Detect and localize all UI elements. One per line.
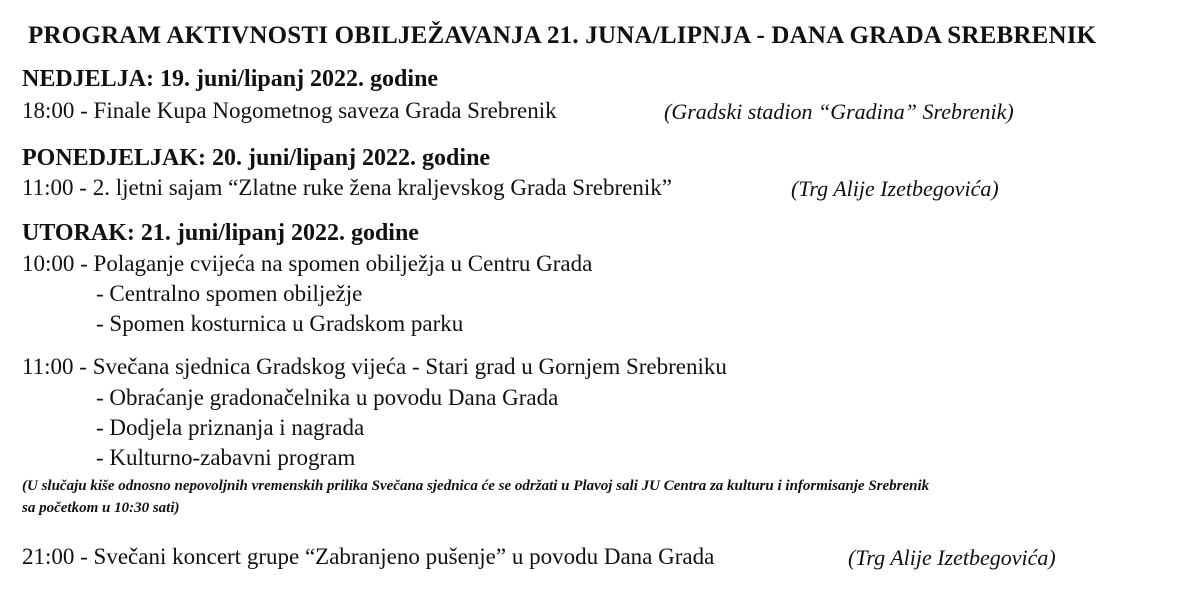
weather-note-line-1: (U slučaju kiše odnosno nepovoljnih vremenskih prilika Svečana sjednica će se održati u Plavoj sali JU Centra za kulturu i informisanje Srebrenik [22, 478, 930, 494]
weather-note-line-2: sa početkom u 10:30 sati) [22, 500, 180, 516]
day-heading-sunday: NEDJELJA: 19. juni/lipanj 2022. godine [22, 66, 439, 92]
document-title: PROGRAM AKTIVNOSTI OBILJEŽAVANJA 21. JUNA/LIPNJA - DANA GRADA SREBRENIK [28, 22, 1097, 49]
event-tuesday-1000: 10:00 - Polaganje cvijeća na spomen obilježja u Centru Grada [22, 251, 593, 276]
event-location: (Trg Alije Izetbegovića) [791, 176, 999, 201]
sub-item: - Obraćanje gradonačelnika u povodu Dana Grada [96, 385, 559, 410]
day-heading-monday: PONEDJELJAK: 20. juni/lipanj 2022. godine [22, 145, 491, 171]
sub-item: - Kulturno-zabavni program [96, 445, 356, 470]
event-tuesday-2100: 21:00 - Svečani koncert grupe “Zabranjeno pušenje” u povodu Dana Grada [22, 544, 715, 569]
event-monday-1100: 11:00 - 2. ljetni sajam “Zlatne ruke žena kraljevskog Grada Srebrenik” [22, 175, 672, 200]
event-tuesday-1100: 11:00 - Svečana sjednica Gradskog vijeća - Stari grad u Gornjem Srebreniku [22, 354, 727, 379]
sub-item: - Spomen kosturnica u Gradskom parku [96, 311, 464, 336]
event-sunday-1800: 18:00 - Finale Kupa Nogometnog saveza Grada Srebrenik [22, 98, 557, 123]
event-location: (Trg Alije Izetbegovića) [848, 545, 1056, 570]
sub-item: - Dodjela priznanja i nagrada [96, 415, 365, 440]
day-heading-tuesday: UTORAK: 21. juni/lipanj 2022. godine [22, 220, 419, 246]
sub-item: - Centralno spomen obilježje [96, 281, 363, 306]
event-location: (Gradski stadion “Gradina” Srebrenik) [664, 99, 1014, 124]
